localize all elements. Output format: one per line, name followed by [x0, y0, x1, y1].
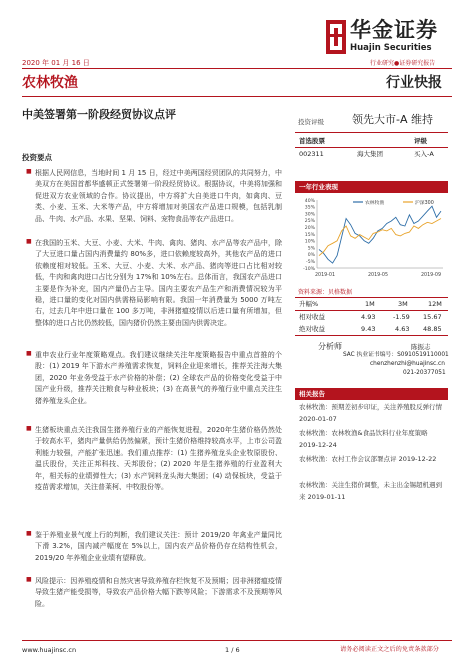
analyst-email: chenzhenzhi@huajinsc.cn — [370, 361, 445, 367]
table-row — [295, 311, 448, 323]
page-title: 中美签署第一阶段经贸协议点评 — [22, 108, 176, 121]
y-tick-label: 40% — [304, 198, 315, 204]
y-tick-label: -5% — [306, 260, 315, 265]
perf-row-1m: 4.93 — [361, 313, 376, 321]
series-line — [319, 206, 441, 263]
stock-table-header — [295, 135, 448, 147]
footer-rule — [22, 640, 452, 641]
related-report-3[interactable]: 农林牧渔：农村工作会议部署点评 2019-12-22 — [299, 455, 437, 463]
y-tick-label: 0% — [307, 253, 315, 259]
perf-row-label: 绝对收益 — [299, 325, 325, 333]
header-rule-2 — [22, 96, 452, 97]
section-heading: 投资要点 — [22, 153, 52, 162]
y-tick-label: 5% — [307, 246, 315, 252]
stock-table-header-rating: 评级 — [414, 137, 427, 145]
y-tick-label: 10% — [304, 239, 315, 245]
paragraph-2: ■ 在我国的玉米、大豆、小麦、大米、牛肉、禽肉、猪肉、水产品等农产品中，除了大豆进口量占国内消费量约 80%多，进口依赖度较高外，其他农产品的进口依赖度相对较低。玉米、大豆、小麦、大米、水产品、猪肉等进口占比相对较低，牛肉和禽肉进口占比分别为 17%和 10%左右。总体而言，我国农产品进口主要是作为补充，国内产量仍占主导。国内主要农产品生产和消费情况较为平稳，进口量的变化对国内供需格局影响有限。我国一年消费量为 5000 万吨左右，过去几年中进口量在 100 多万吨，非洲猪瘟疫情以后进口量有所增加，但整体的进口占比仍然较低，国内猪价仍然主要由国内供需决定。 — [35, 238, 282, 329]
perf-header-12m: 12M — [428, 300, 442, 308]
paragraph-5: ■ 鉴于养殖业景气度上行的判断，我们建议关注：预计 2019/20 年禽业产量同比下滑 3.2%，国内减产幅度在 5%以上，国内农产品价格仍存在结构性机会，2019/20 年养殖企业业绩有望释放。 — [35, 530, 282, 564]
analyst-role: 分析师 — [318, 342, 342, 351]
chart-section-header: 一年行业表现 — [295, 181, 448, 193]
y-tick-label: 30% — [304, 212, 315, 218]
perf-row-label: 相对收益 — [299, 313, 325, 321]
paragraph-1: ■ 根据人民网信息，当地时间 1 月 15 日，经过中美两国经贸团队的共同努力，中美双方在美国首都华盛顿正式签署第一阶段经贸协议。根据协议，中美将加强和促进双方农业领域的合作。协议提出，中方将扩大自美进口牛肉，如禽肉、豆类、小麦、玉米、大米等产品，中方将增加对美国农产品进口规模，包括乳制品、牛肉、水产品、水果、坚果、饲料、宠物食品等农产品进口。 — [35, 168, 282, 225]
perf-row-3m: -1.59 — [393, 313, 410, 321]
rating-value: 领先大市-A 维持 — [352, 113, 433, 126]
rating-label: 投资评级 — [298, 118, 324, 126]
perf-header-1m: 1M — [365, 300, 375, 308]
logo-en-text: Huajin Securities — [350, 43, 432, 53]
stock-rating: 买入-A — [414, 150, 434, 158]
x-tick-label: 2019-01 — [314, 273, 336, 278]
industry-performance-chart — [295, 196, 448, 284]
perf-row-12m: 15.67 — [423, 313, 442, 321]
footer-disclaimer: 请务必阅读正文之后的免责条款部分 — [340, 646, 439, 653]
table-row — [295, 148, 448, 160]
related-report-2[interactable]: 农林牧渔：农林牧渔&食品饮料行业年度策略 2019-12-24 — [299, 429, 428, 449]
rating-rule — [295, 132, 448, 133]
logo-cn-text: 华金证券 — [350, 18, 438, 42]
stock-name: 海大集团 — [357, 150, 383, 158]
stock-table — [295, 135, 448, 160]
y-tick-label: 25% — [304, 219, 315, 225]
x-tick-label: 2019-05 — [367, 273, 389, 278]
perf-row-12m: 48.85 — [423, 325, 442, 333]
paragraph-risk: ■ 风险提示：因养殖疫情和自然灾害导致养殖存栏恢复不及预期；因非洲猪瘟疫情导致生猪产能受损等，导致农产品价格大幅下跌等风险；下游需求不及预期等风险。 — [35, 576, 282, 610]
related-report-4[interactable]: 农林牧渔：关注生猪价调整，未主出金锡超机遇到来 2019-01-11 — [299, 481, 442, 501]
report-type: 行业快报 — [386, 75, 442, 91]
company-logo — [326, 18, 454, 58]
x-tick-label: 2019-09 — [420, 273, 442, 278]
footer-url[interactable]: www.huajinsc.cn — [22, 646, 77, 654]
paragraph-4: ■ 生猪板块重点关注我国生猪养殖行业的产能恢复进程，2020年生猪价格仍然处于较高水平，猪肉产量供给仍然偏紧，预计生猪价格维持较高水平，上市公司盈利能力较强，产能扩张迅速。我们重点推荐：(1) 生猪养殖龙头企业牧原股份、温氏股份，关注正邦科技、天邦股份；(2) 2020 年是生猪养殖的行业盈利大年，相关标的业绩弹性大；(3) 水产饲料龙头海大集团；(4) 动保板块，受益于疫苗需求增加，关注普莱柯、中牧股份等。 — [35, 425, 282, 493]
related-report-1[interactable]: 农林牧渔：预期差初步印证，关注养殖股反弹行情 2020-01-07 — [299, 403, 442, 423]
analyst-cert: SAC 执业证书编号：S0910519110001 — [343, 352, 449, 358]
stock-code: 002311 — [299, 150, 324, 158]
perf-header-row — [295, 298, 448, 310]
related-reports-header: 相关报告 — [295, 388, 448, 400]
table-row — [295, 323, 448, 335]
legend-label: 沪深300 — [415, 200, 434, 206]
paragraph-3: ■ 重申农业行业年度策略观点。我们建议继续关注年度策略报告中重点首推的个股：(1) 2019 年下游水产养殖需求恢复，饲料企业迎来增长，推荐关注海大集团，2020 年业务受益于水产价格的补偿；(2) 全球农产品的价格变化受益于中国产业升级，推荐关注粮食与种业板块；(3) 在高景气的养殖行业中重点关注生猪养殖龙头企业。 — [35, 350, 282, 407]
y-tick-label: -10% — [303, 266, 315, 272]
y-tick-label: 20% — [304, 226, 315, 231]
page-number: 1 / 6 — [225, 646, 240, 654]
perf-header-3m: 3M — [398, 300, 408, 308]
y-tick-label: 15% — [304, 232, 315, 238]
perf-row-3m: 4.63 — [395, 325, 410, 333]
industry-label: 农林牧渔 — [22, 75, 78, 91]
analyst-name: 陈振志 — [411, 343, 431, 351]
performance-table — [295, 297, 448, 336]
perf-row-1m: 9.43 — [361, 325, 376, 333]
analyst-phone: 021-20377051 — [403, 370, 446, 376]
legend-label: 农林牧渔 — [365, 200, 385, 206]
header-rule — [22, 68, 452, 69]
y-tick-label: 35% — [304, 205, 315, 211]
chart-source: 资料来源：贝格数据 — [298, 289, 353, 296]
perf-header-label: 升幅% — [299, 300, 319, 308]
report-category: 行业研究●证券研究报告 — [370, 60, 436, 67]
report-date: 2020 年 01 月 16 日 — [22, 59, 90, 67]
logo-mark-icon — [326, 20, 346, 54]
stock-table-header-stock: 首选股票 — [299, 137, 325, 145]
series-line — [319, 219, 441, 256]
